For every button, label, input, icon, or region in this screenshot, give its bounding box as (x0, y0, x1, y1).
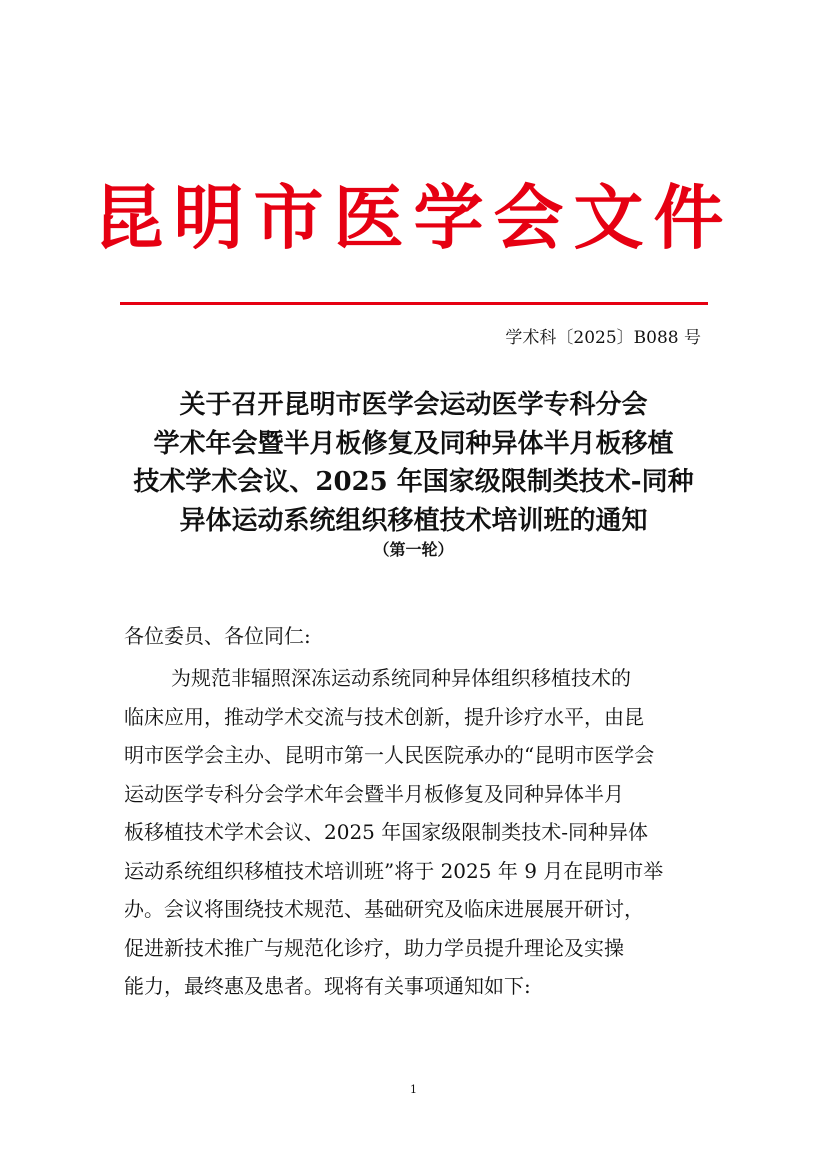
body-paragraph (124, 659, 714, 1006)
document-number: 学术科〔2025〕B088 号 (505, 328, 701, 348)
notice-title (100, 386, 727, 540)
body-line: 运动医学专科分会学术年会暨半月板修复及同种异体半月 (124, 781, 624, 806)
body-line: 能力，最终惠及患者。现将有关事项通知如下: (124, 974, 531, 998)
page-number: 1 (410, 1083, 417, 1096)
body-line: 板移植技术学术会议、2025 年国家级限制类技术-同种异体 (124, 820, 649, 844)
body-line: 临床应用，推动学术交流与技术创新，提升诊疗水平，由昆 (124, 704, 644, 729)
title-line: 关于召开昆明市医学会运动医学专科分会 (179, 390, 648, 420)
title-line: 异体运动系统组织移植技术培训班的通知 (179, 505, 648, 536)
body-line: 运动系统组织移植技术培训班”将于 2025 年 9 月在昆明市举 (124, 858, 664, 883)
title-line: 技术学术会议、2025 年国家级限制类技术-同种 (133, 467, 694, 497)
masthead-title: 昆明市医学会文件 (93, 177, 734, 259)
body-line: 促进新技术推广与规范化诊疗，助力学员提升理论及实操 (124, 935, 624, 960)
red-divider-line (120, 302, 708, 305)
body-line: 明市医学会主办、昆明市第一人民医院承办的“昆明市医学会 (124, 743, 655, 767)
body-line: 办。会议将围绕技术规范、基础研究及临床进展展开研讨， (124, 897, 644, 921)
round-label: （第一轮） (373, 540, 454, 559)
body-line: 为规范非辐照深冻运动系统同种异体组织移植技术的 (171, 666, 631, 690)
salutation: 各位委员、各位同仁: (124, 624, 311, 648)
title-line: 学术年会暨半月板修复及同种异体半月板移植 (153, 428, 674, 459)
